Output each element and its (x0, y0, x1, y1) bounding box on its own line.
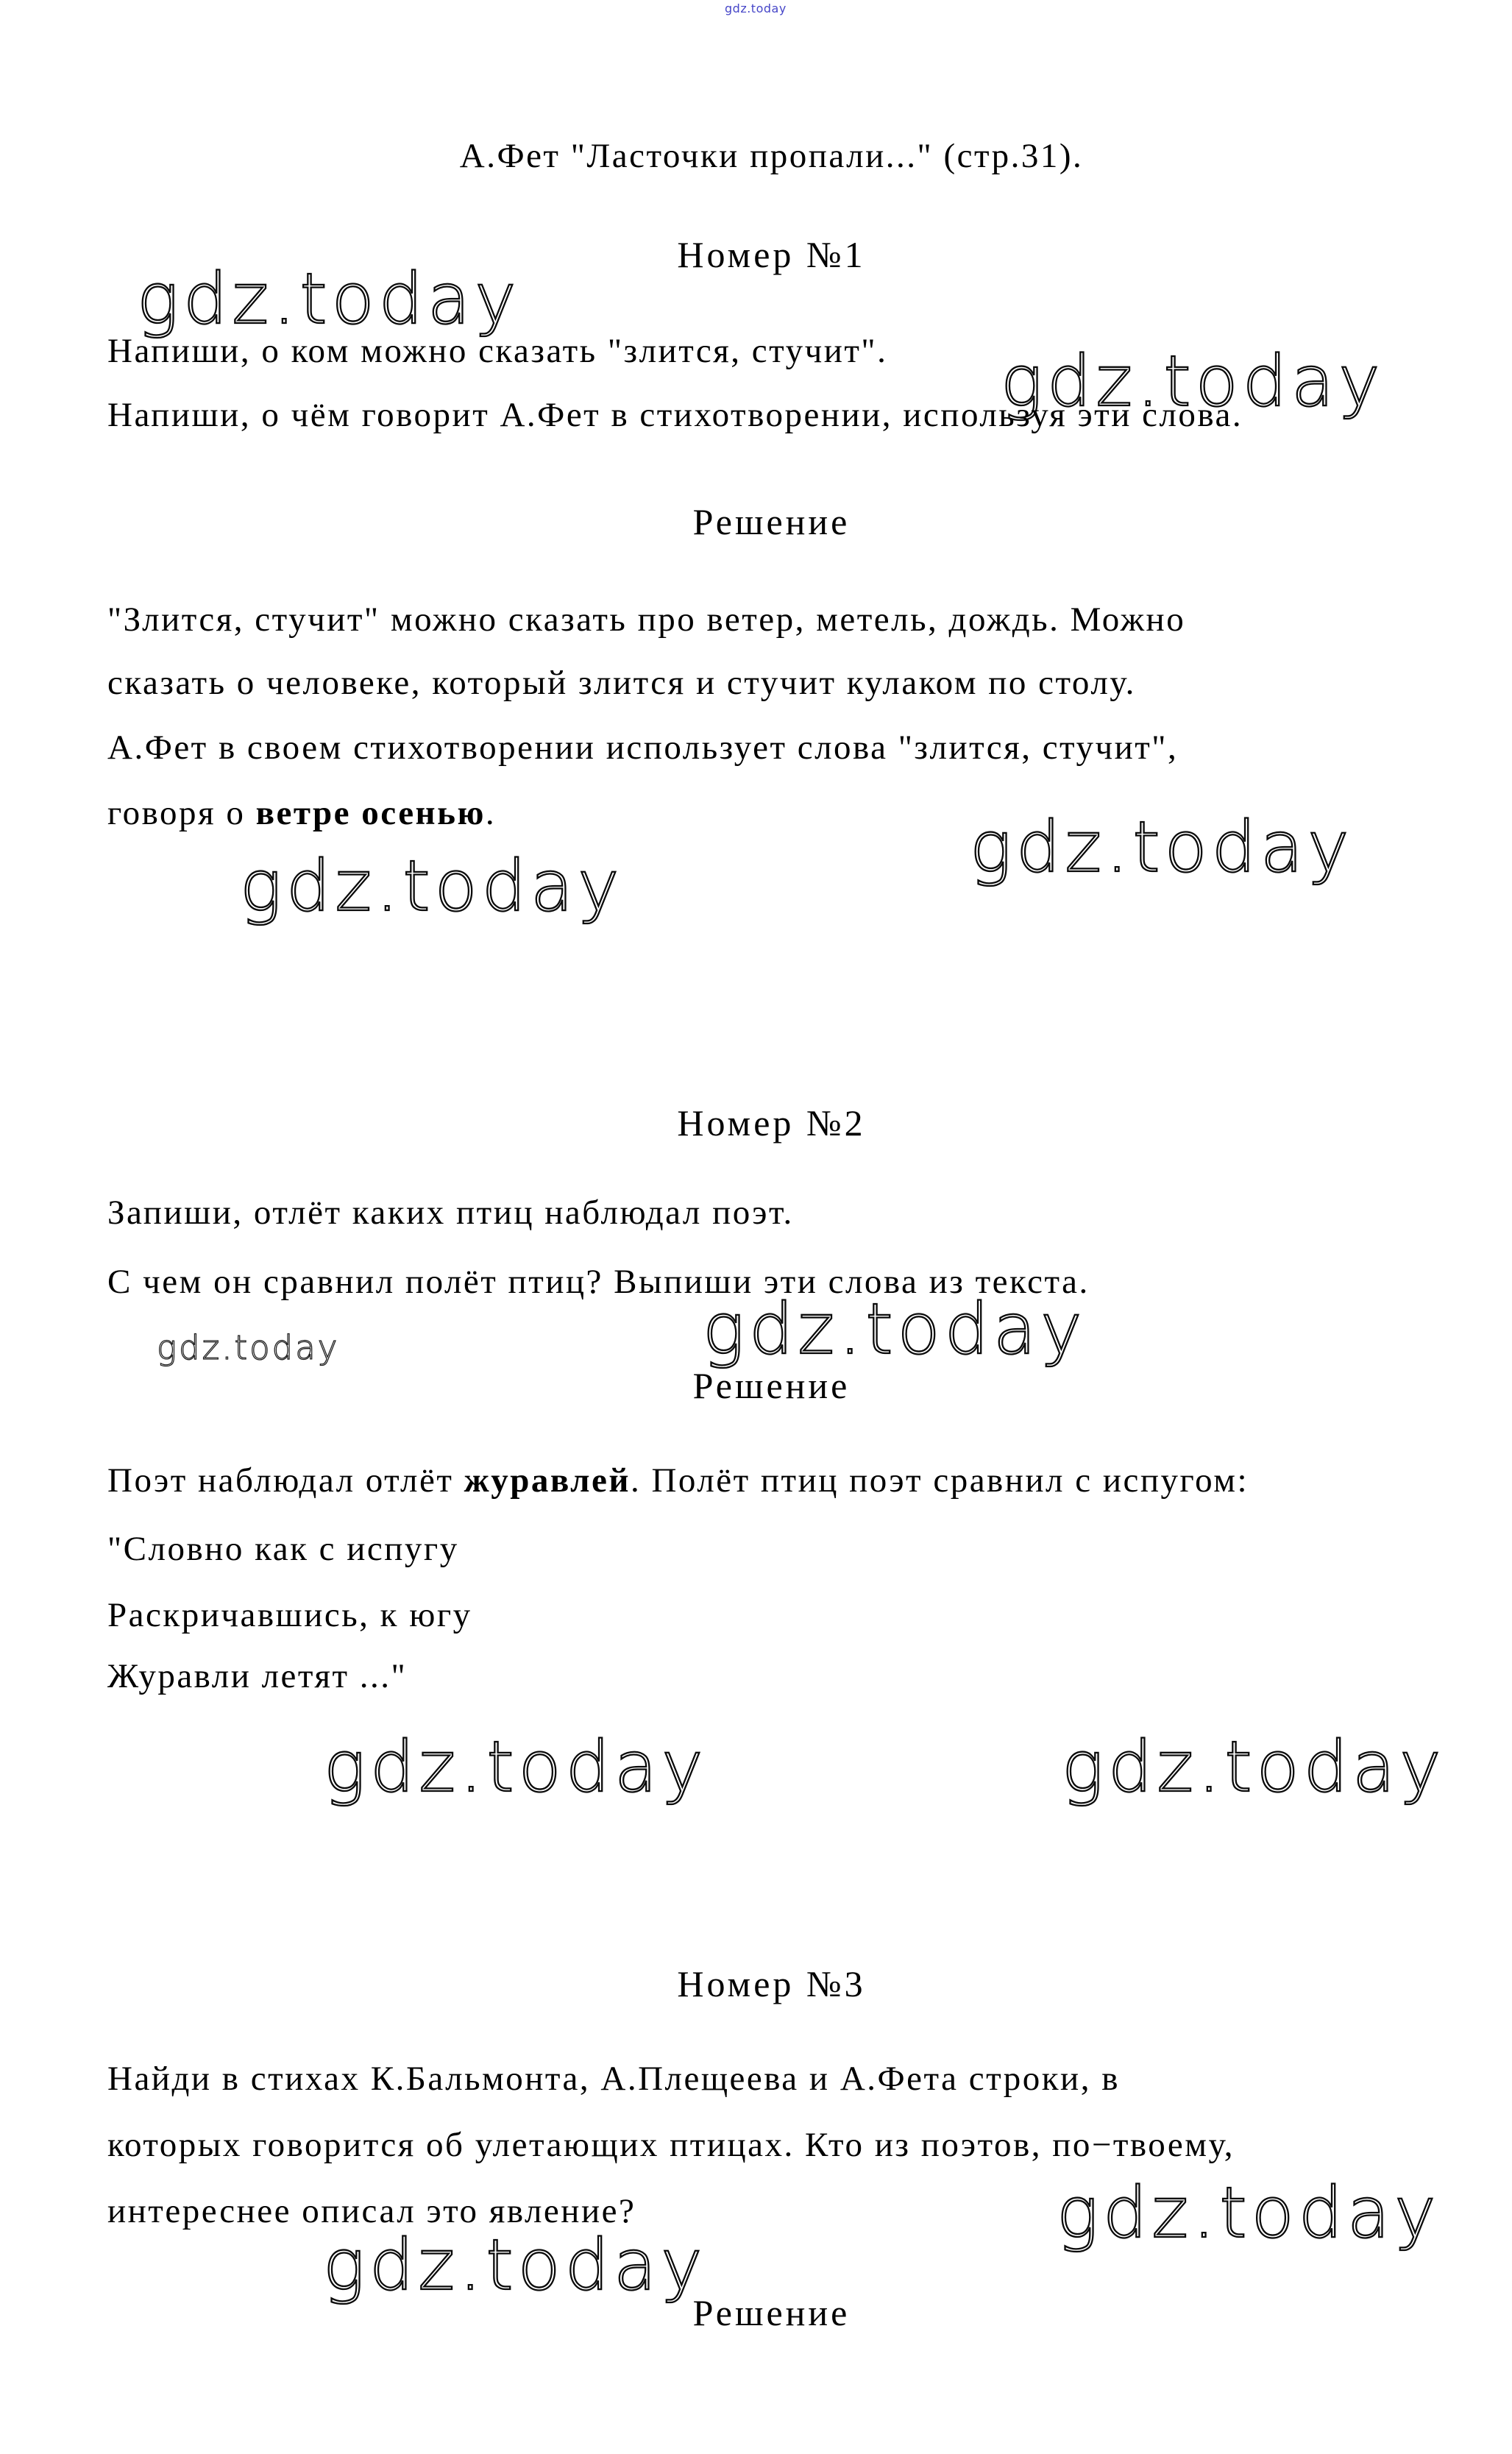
text-run-bold: ветре осенью (255, 794, 486, 832)
solution-line (107, 728, 1178, 767)
question-line: интереснее описал это явление? (107, 2192, 636, 2230)
watermark-gdz-today-top: gdz.today (725, 1, 787, 15)
question-line: Найди в стихах К.Бальмонта, А.Плещеева и А.Фета строки, в (107, 2060, 1120, 2098)
section-3-heading: Номер №3 (677, 1963, 866, 2004)
text-run: А.Фет в своем стихотворении использует слова "злится, стучит", (107, 728, 1179, 767)
section-1-heading: Номер №1 (677, 234, 866, 275)
section-2-heading: Номер №2 (677, 1102, 866, 1143)
solution-heading: Решение (692, 501, 851, 542)
text-run-bold: журавлей (464, 1461, 631, 1500)
watermark-gdz-today: gdz.today (323, 2225, 707, 2306)
text-run: . (485, 794, 497, 832)
solution-line (107, 1461, 1249, 1500)
solution-line (107, 663, 1136, 703)
watermark-gdz-today: gdz.today (137, 259, 521, 340)
text-run: . Полёт птиц поэт сравнил с испугом: (630, 1461, 1249, 1500)
watermark-gdz-today: gdz.today (324, 1727, 708, 1808)
solution-quote-line (107, 1529, 459, 1569)
watermark-gdz-today: gdz.today (240, 846, 624, 927)
watermark-gdz-today: gdz.today (1001, 341, 1385, 422)
question-line: Напиши, о чём говорит А.Фет в стихотворении, используя эти слова. (107, 396, 1243, 434)
question-line: Запиши, отлёт каких птиц наблюдал поэт. (107, 1194, 794, 1232)
question-line: С чем он сравнил полёт птиц? Выпиши эти слова из текста. (107, 1263, 1090, 1301)
text-run: говоря о (107, 794, 256, 832)
page-title: А.Фет "Ласточки пропали..." (стр.31). (459, 137, 1084, 175)
solution-line (107, 793, 496, 833)
text-run: "Злится, стучит" можно сказать про ветер, метель, дождь. Можно (107, 600, 1186, 639)
solution-quote-line (107, 1595, 472, 1635)
solution-heading: Решение (692, 1365, 851, 1406)
solution-heading: Решение (692, 2292, 851, 2333)
question-line: которых говорится об улетающих птицах. Кто из поэтов, по−твоему, (107, 2126, 1235, 2164)
text-run: Журавли летят ..." (107, 1657, 408, 1695)
watermark-gdz-today: gdz.today (1057, 2173, 1441, 2254)
text-run: сказать о человеке, который злится и стучит кулаком по столу. (107, 664, 1136, 702)
solution-quote-line (107, 1656, 407, 1696)
text-run: Раскричавшись, к югу (107, 1596, 472, 1634)
question-line: Напиши, о ком можно сказать "злится, стучит". (107, 332, 888, 370)
watermark-gdz-today-small: gdz.today (157, 1328, 340, 1367)
watermark-gdz-today: gdz.today (970, 807, 1354, 888)
text-run: "Словно как с испугу (107, 1530, 459, 1568)
solution-line (107, 600, 1185, 639)
watermark-gdz-today: gdz.today (703, 1289, 1087, 1370)
watermark-gdz-today: gdz.today (1062, 1727, 1446, 1808)
text-run: Поэт наблюдал отлёт (107, 1461, 464, 1500)
